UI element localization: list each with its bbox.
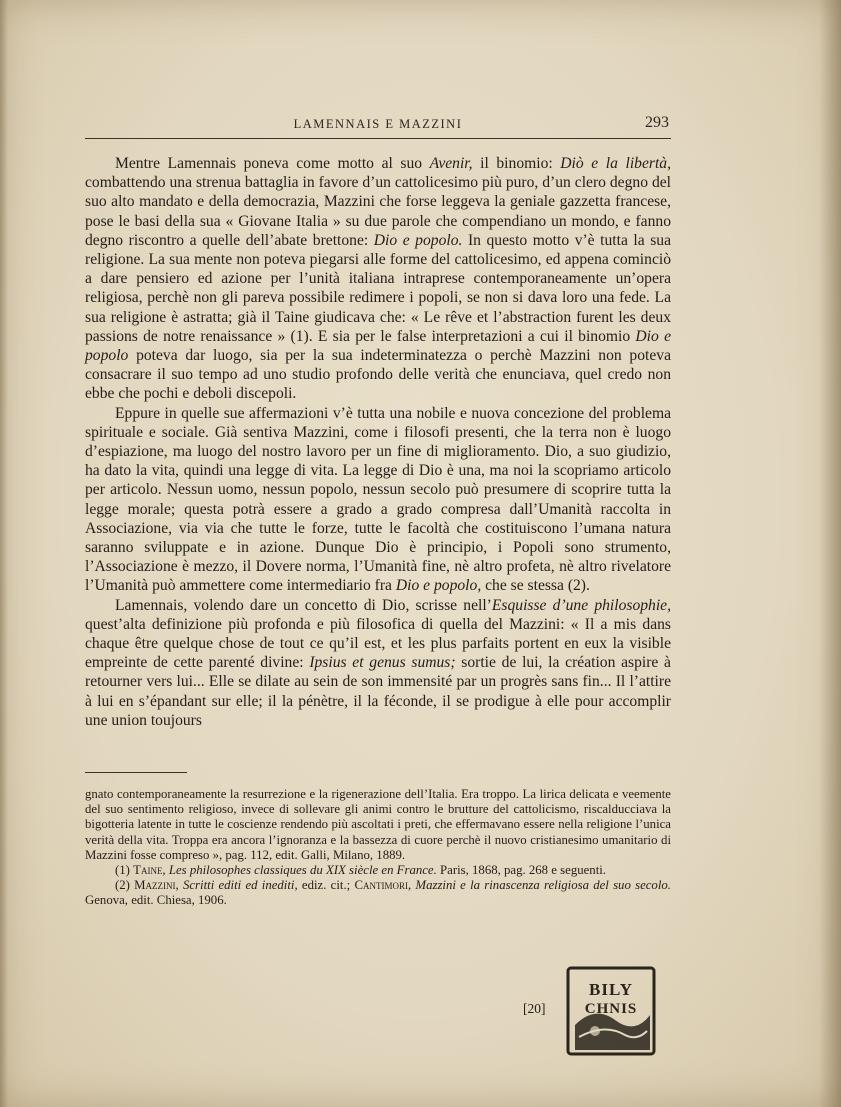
body-text-run: che se stessa (2). [481,577,590,595]
footnote-text-run: Cantimori, [354,878,412,893]
body-paragraph [85,404,671,596]
page-right-edge-shadow [819,0,841,1107]
body-text-run: combattendo una strenua battaglia in favore d’un cattolicesimo più puro, d’un clero degno del suo alto mandato e della democrazia, Mazzini che forse leggeva la geniale gazzetta francese, pose le basi della sua « Giovane Italia » su due parole che compendiano un mondo, e fanno degno riscontro a quelle dell’abate brettone: [85,174,671,249]
body-text-run: poteva dar luogo, sia per la sua indeterminatezza o perchè Mazzini non poteva consacrare il suo tempo ad uno studio profondo delle verità che enunciava, quel credo non ebbe che pochi e deboli discepoli. [85,347,671,403]
body-text-run: Dio e popolo, [395,577,482,595]
body-paragraph [85,596,671,730]
footnotes [85,787,671,909]
footnote-paragraph [85,787,671,863]
footnote-text-run: ediz. cit.; [297,878,355,893]
body-text-run: Eppure in quelle sue affermazioni v’è tutta una nobile e nuova concezione del problema spirituale e sociale. Già sentiva Mazzini, come i filosofi presenti, che la terra non è luogo d’espiazione, ma luogo del nostro lavoro per un fine di miglioramento. Dio, a suo giudizio, ha dato la vita, quindi una legge di vita. La legge di Dio è una, ma noi la scopriamo articolo per articolo. Nessun uomo, nessun popolo, nessun secolo può presumere di scoprire tutta la legge morale; questa potrà essere a grado a grado compresa dall’Umanità raccolta in Associazione, via via che tutte le forze, tutte le facoltà che costituiscono l’umana natura saranno sviluppate e in azione. Dunque Dio è principio, i Popoli sono strumento, l’Associazione è mezzo, il Dovere norma, l’Umanità fine, nè altro profeta, nè altro rivelatore l’Umanità può ammettere come intermediario fra [85,404,671,595]
footnote-text-run: Mazzini e la rinascenza religiosa del suo secolo. [415,878,671,893]
body-text-run: sortie de lui, la création aspire à retourner vers lui... Elle se dilate au sein de son immensité par un progrès sans fin... Il l’attire à lui en s’épandant sur elle; il la pénètre, il la féconde, il se prodigue à elle pour accomplir une union toujours [85,654,671,729]
page-number: 293 [645,114,669,131]
body-text-run: Mentre Lamennais poneva come motto al suo [115,155,430,172]
svg-text:BILY: BILY [588,980,634,999]
running-header [85,114,671,139]
body-text-run: il binomio: [472,155,561,172]
footnote-text-run: (2) [115,878,135,893]
body-text-run: Ipsius et genus sumus; [309,654,456,672]
running-title: LAMENNAIS E MAZZINI [293,117,463,131]
footnote-text-run: Scritti editi ed inediti, [182,878,298,893]
body-paragraph [85,154,671,404]
body-text-run: Dio e popolo [85,327,671,365]
footnote-text-run: Genova, edit. Chiesa, 1906. [85,893,227,908]
footnote-text-run: (1) [115,863,134,878]
page-left-edge-shadow [0,0,8,1107]
body-text-run: Lamennais, volendo dare un concetto di Dio, scrisse nell’ [115,596,492,614]
main-text [85,154,671,730]
footnote-text-run: gnato contemporaneamente la resurrezione e la rigenerazione dell’Italia. Era troppo. La lirica delicata e veemente del suo sentimento religioso, invece di sollevare gli animi contro le brutture del cattolicismo, riscalducciava la bigotteria latente in tutte le coscienze rendendo più ascoltati i preti, che effermavano essere nella religione l’unica verità della vita. Troppa era ancora l’ignoranza e la bassezza di cuore perchè il nuovo cristianesimo umanitario di Mazzini fosse compreso », pag. 112, edit. Galli, Milano, 1889. [85,787,671,862]
footnote-paragraph [85,878,671,908]
body-text-run: Avenir, [429,155,473,172]
footnote-text-run: Taine, [133,863,166,878]
library-stamp-icon [565,965,657,1057]
body-text-run: In questo motto v’è tutta la sua religione. La sua mente non poteva piegarsi alle forme del cattolicesimo, ed appena cominciò a dare pensiero ed azione per l’unità italiana intraprese contemporaneamente un’opera religiosa, perchè non gli pareva possibile redimere i popoli, se non si dava loro una fede. La sua religione è astratta; già il Taine giudicava che: « Le rêve et l’abstraction furent les deux passions de notre renaissance » (1). E sia per le false interpretazioni a cui il binomio [85,231,672,345]
footnote-text-run: Les philosophes classiques du XIX siècle en France. [168,863,437,878]
footnote-text-run: Mazzini, [134,878,179,893]
body-text-run: Diò e la libertà, [560,155,671,172]
footnote-separator [85,772,187,773]
signature-mark: [20] [523,1001,546,1016]
body-text-run: Esquisse d’une philosophie, [491,596,671,614]
body-text-run: Dio e popolo. [373,231,463,249]
svg-text:CHNIS: CHNIS [584,1001,638,1017]
body-text-run: quest’alta definizione più profonda e più filosofica di quella del Mazzini: « Il a mis dans chaque être quelque chose de tout ce qu’il est, et les plus parfaits portent en eux la visible empreinte de cette parenté divine: [85,615,671,672]
footnote-text-run: Paris, 1868, pag. 268 e seguenti. [436,863,607,878]
footnote-paragraph [85,863,671,878]
